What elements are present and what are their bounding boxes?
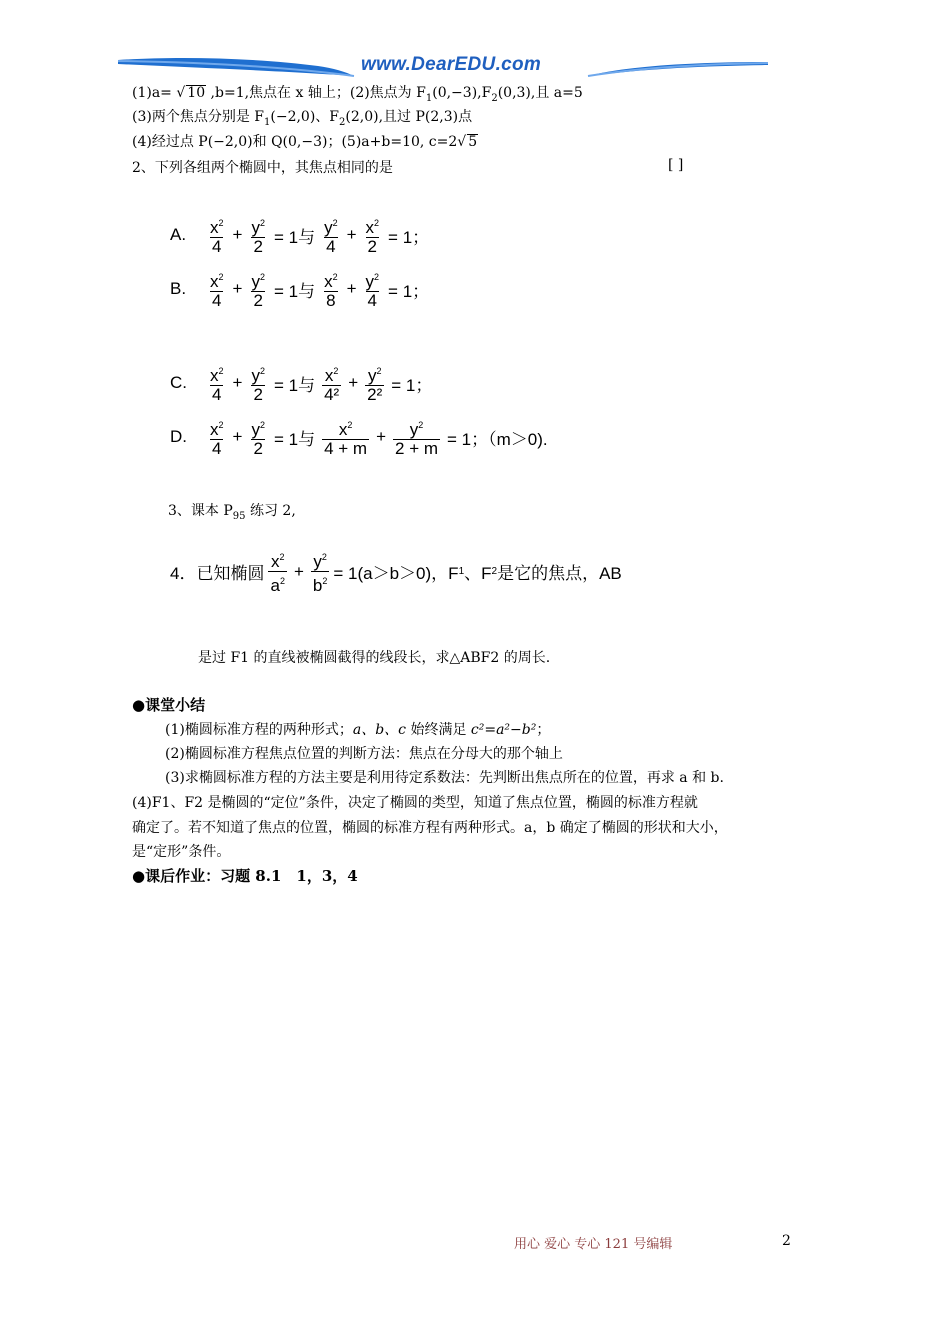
text-segment: ,b=1,焦点在 x 轴上；(2)焦点为 F xyxy=(206,85,426,101)
exercise1-line2 xyxy=(132,106,472,128)
fraction: $\frac{x^2}{4}$ xyxy=(210,420,224,458)
text-segment: (0,−3),F xyxy=(432,85,492,101)
option-b: B. $\frac{x^2}{4}$ + $\frac{y^2}{2}$ = 1与 $\frac{x^2}{8}$ + $\frac{y^2}{4}$ = 1； xyxy=(170,268,432,310)
page-number: 2 xyxy=(782,1233,791,1249)
summary-heading: ●课堂小结 xyxy=(132,696,206,714)
fraction: $\frac{x^2}{4}$ xyxy=(210,218,224,256)
fraction: $\frac{y^2}{2}$ xyxy=(251,218,265,256)
fraction: $\frac{y^2}{4}$ xyxy=(324,218,338,256)
fraction: $\frac{y^2}{b^2}$ xyxy=(312,552,328,595)
subscript: 1 xyxy=(264,116,271,128)
text-segment: (4)经过点 P(−2,0)和 Q(0,−3)；(5)a+b=10, c=2 xyxy=(132,134,458,150)
fraction: $\frac{x^2}{a^2}$ xyxy=(270,552,285,595)
fraction: $\frac{x^2}{\text{4²}}$ xyxy=(324,366,340,404)
summary-item-4-line2: 确定了。若不知道了焦点的位置，椭圆的标准方程有两种形式。a，b 确定了椭圆的形状和大小， xyxy=(132,820,728,836)
summary-item-4-line1: (4)F1、F2 是椭圆的“定位”条件，决定了椭圆的类型，知道了焦点位置，椭圆的标准方程就 xyxy=(132,795,698,811)
site-url[interactable]: www.DearEDU.com xyxy=(361,54,542,75)
option-c: C. $\frac{x^2}{4}$ + $\frac{y^2}{2}$ = 1与 $\frac{x^2}{\text{4²}}$ + $\frac{y^2}{\text{2²}}$ = 1； xyxy=(170,362,435,404)
fraction: $\frac{x^2}{4 + m}$ xyxy=(324,420,368,458)
option-label: D. xyxy=(170,427,187,446)
text-segment: (−2,0)、F xyxy=(270,109,340,125)
fraction: $\frac{x^2}{4}$ xyxy=(210,366,224,404)
sqrt-sign: √ xyxy=(176,85,186,101)
subscript: 1 xyxy=(425,92,433,104)
question2-text: 2、下列各组两个椭圆中，其焦点相同的是 xyxy=(132,160,393,176)
fraction: $\frac{x^2}{8}$ xyxy=(324,272,338,310)
subscript: 2 xyxy=(491,92,498,104)
fraction: $\frac{y^2}{2}$ xyxy=(251,420,265,458)
fraction: $\frac{y^2}{4}$ xyxy=(365,272,380,310)
question4-line1: 4．已知椭圆 $\frac{x^2}{a^2}$ + $\frac{y^2}{b^2}$ = 1(a＞b＞0)，F 1 、F 2 是它的焦点，AB xyxy=(170,548,622,595)
text-segment: (0,3),且 a=5 xyxy=(497,85,583,101)
text-segment: (3)两个焦点分别是 F xyxy=(132,109,264,125)
fraction: $\frac{y^2}{\text{2²}}$ xyxy=(367,366,383,404)
footer-text: 用心 爱心 专心 121 号编辑 xyxy=(514,1237,673,1252)
option-d: D. $\frac{x^2}{4}$ + $\frac{y^2}{2}$ = 1与 $\frac{x^2}{4 + m}$ + $\frac{y^2}{2 + m}$ = 1；（m＞0). xyxy=(170,416,551,458)
text-segment: (1)a= xyxy=(132,85,177,101)
fraction: $\frac{y^2}{2}$ xyxy=(251,366,265,404)
subscript: 95 xyxy=(232,510,246,522)
exercise1-line1 xyxy=(132,82,583,104)
option-label: C. xyxy=(170,373,187,392)
radicand: 5 xyxy=(468,134,478,150)
fraction: $\frac{y^2}{2}$ xyxy=(251,272,265,310)
summary-item-2: (2)椭圆标准方程焦点位置的判断方法：焦点在分母大的那个轴上 xyxy=(165,746,563,762)
exercise1-line3 xyxy=(132,131,478,151)
sqrt-sign: √ xyxy=(457,134,467,150)
option-a: A. $\frac{x^2}{4}$ + $\frac{y^2}{2}$ = 1与 $\frac{y^2}{4}$ + $\frac{x^2}{2}$ = 1； xyxy=(170,214,432,256)
text-segment: (2,0),且过 P(2,3)点 xyxy=(345,109,473,125)
fraction: $\frac{x^2}{2}$ xyxy=(365,218,380,256)
radicand: 10 xyxy=(187,85,206,101)
question3: 3、课本 $P_{95}$ 练习 2, xyxy=(168,503,296,522)
option-label: B. xyxy=(170,279,187,298)
homework-heading: ●课后作业：习题 8.1 1，3，4 xyxy=(132,867,358,885)
answer-bracket: [ ] xyxy=(668,157,684,173)
subscript: 2 xyxy=(339,116,346,128)
question4-line2: 是过 F1 的直线被椭圆截得的线段长，求△ABF2 的周长. xyxy=(198,650,551,666)
summary-item-4-line3: 是“定形”条件。 xyxy=(132,844,231,860)
option-label: A. xyxy=(170,225,187,244)
summary-item-3: (3)求椭圆标准方程的方法主要是利用待定系数法：先判断出焦点所在的位置，再求 a 和 b. xyxy=(165,770,724,786)
question4-prefix: 4．已知椭圆 xyxy=(170,564,265,583)
summary-item-1: (1)椭圆标准方程的两种形式；a、b、c 始终满足 c²=a²−b²； xyxy=(165,722,551,738)
fraction: $\frac{x^2}{4}$ xyxy=(210,272,224,310)
fraction: $\frac{y^2}{2 + m}$ xyxy=(395,420,439,458)
